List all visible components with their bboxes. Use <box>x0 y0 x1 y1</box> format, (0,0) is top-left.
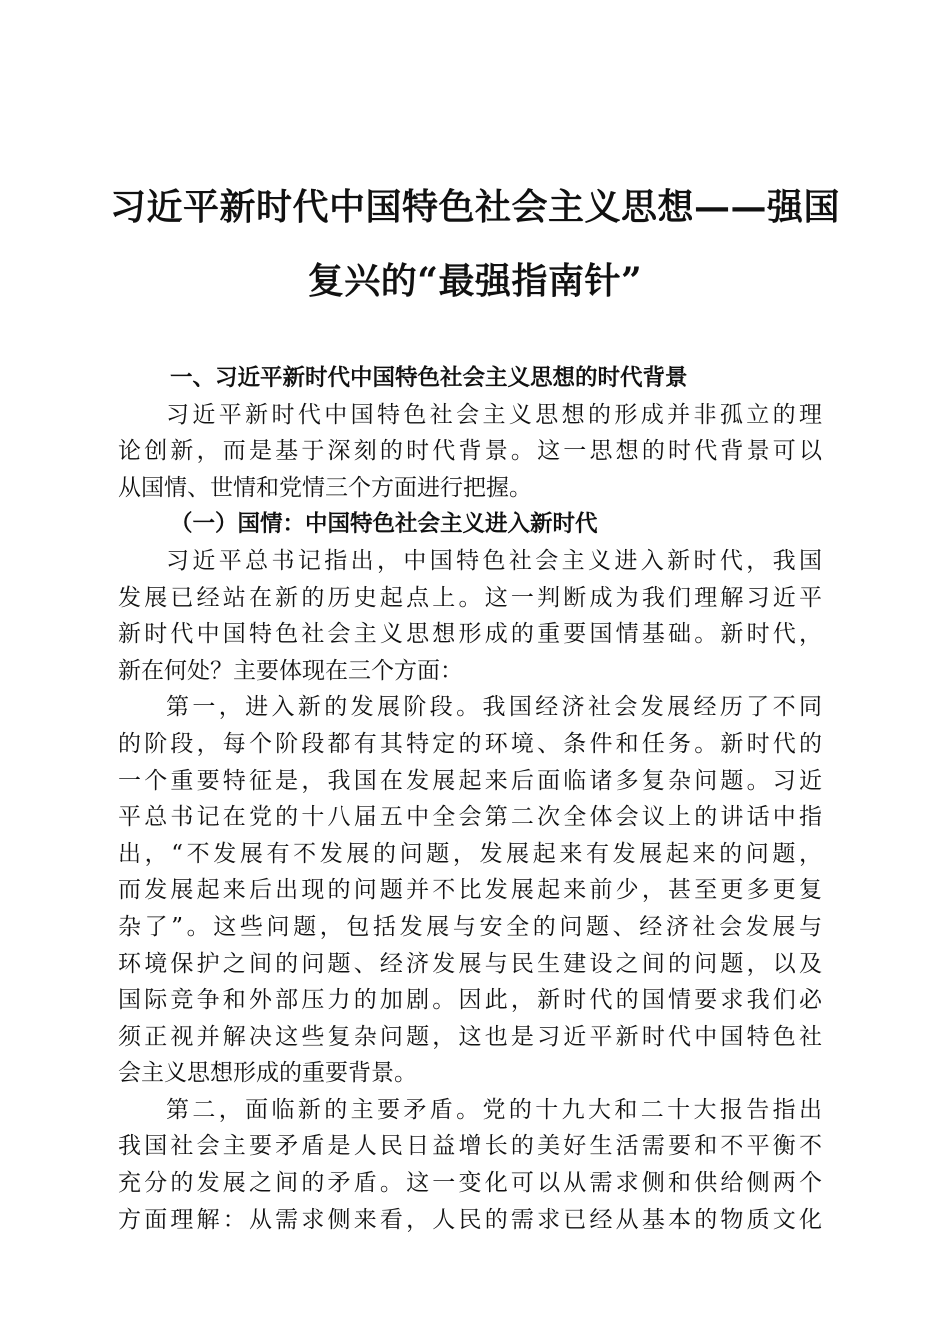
paragraph-line: 习近平总书记指出，中国特色社会主义进入新时代，我国 <box>166 547 822 574</box>
paragraph-line: 方面理解：从需求侧来看，人民的需求已经从基本的物质文化 <box>118 1206 822 1233</box>
paragraph-line: 论创新，而是基于深刻的时代背景。这一思想的时代背景可以 <box>118 438 822 465</box>
paragraph-line: 一个重要特征是，我国在发展起来后面临诸多复杂问题。习近 <box>118 767 822 794</box>
paragraph-line: 出，“不发展有不发展的问题，发展起来有发展起来的问题， <box>118 840 822 867</box>
subsection-heading-1: （一）国情：中国特色社会主义进入新时代 <box>170 511 598 538</box>
paragraph-line: 的阶段，每个阶段都有其特定的环境、条件和任务。新时代的 <box>118 730 822 757</box>
paragraph-line: 充分的发展之间的矛盾。这一变化可以从需求侧和供给侧两个 <box>118 1170 822 1197</box>
paragraph-line: 会主义思想形成的重要背景。 <box>118 1060 417 1087</box>
paragraph-line: 发展已经站在新的历史起点上。这一判断成为我们理解习近平 <box>118 584 822 611</box>
paragraph-line: 国际竞争和外部压力的加剧。因此，新时代的国情要求我们必 <box>118 987 822 1014</box>
paragraph-line: 新时代中国特色社会主义思想形成的重要国情基础。新时代， <box>118 621 822 648</box>
paragraph-line: 第一，进入新的发展阶段。我国经济社会发展经历了不同 <box>166 694 822 721</box>
title-line-2: 复兴的“最强指南针” <box>307 260 643 302</box>
paragraph-line: 环境保护之间的问题、经济发展与民生建设之间的问题，以及 <box>118 950 822 977</box>
paragraph-line: 平总书记在党的十八届五中全会第二次全体会议上的讲话中指 <box>118 804 822 831</box>
paragraph-line: 我国社会主要矛盾是人民日益增长的美好生活需要和不平衡不 <box>118 1133 822 1160</box>
paragraph-line: 而发展起来后出现的问题并不比发展起来前少，甚至更多更复 <box>118 877 822 904</box>
paragraph-line: 杂了”。这些问题，包括发展与安全的问题、经济社会发展与 <box>118 913 822 940</box>
paragraph-line: 从国情、世情和党情三个方面进行把握。 <box>118 474 532 501</box>
paragraph-line: 第二，面临新的主要矛盾。党的十九大和二十大报告指出 <box>166 1096 822 1123</box>
section-heading-1: 一、习近平新时代中国特色社会主义思想的时代背景 <box>170 365 688 391</box>
document-title <box>110 170 840 318</box>
paragraph-line: 新在何处？主要体现在三个方面： <box>118 657 463 684</box>
paragraph-line: 须正视并解决这些复杂问题，这也是习近平新时代中国特色社 <box>118 1023 822 1050</box>
paragraph-line: 习近平新时代中国特色社会主义思想的形成并非孤立的理 <box>166 401 822 428</box>
title-line-1: 习近平新时代中国特色社会主义思想——强国 <box>110 186 841 228</box>
document-body <box>118 360 822 1238</box>
